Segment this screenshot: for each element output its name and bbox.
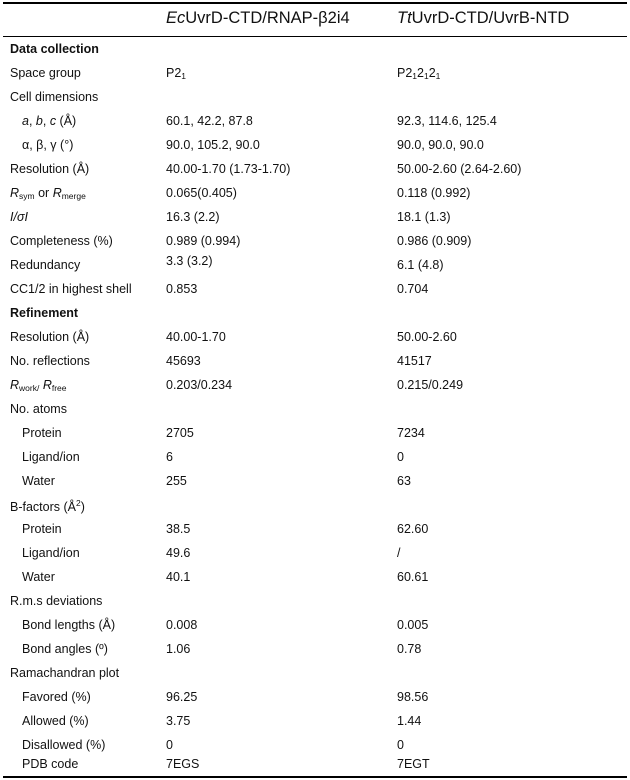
row-rms [0,590,630,614]
row-ramachandran [0,662,630,686]
row-label: Protein [22,522,62,536]
header-tt-prefix: Tt [397,9,412,27]
row-rwork-rfree [0,374,630,398]
row-cell-dimensions [0,86,630,110]
header-tt-rest: UvrD-CTD/UvrB-NTD [411,9,570,27]
cell-tt: 18.1 (1.3) [397,210,451,224]
cell-tt: / [397,546,401,560]
cell-tt: 50.00-2.60 [397,330,457,344]
section-label: Refinement [10,306,79,320]
section-label: Data collection [10,42,99,56]
cell-ec: 0.853 [166,282,198,296]
top-rule [3,2,627,4]
cell-tt: 6.1 (4.8) [397,258,444,272]
row-label: Completeness (%) [10,234,113,248]
row-label: $R_{work/}$ $R_{free}$ [10,378,67,393]
row-label: Water [22,474,55,488]
row-label: Cell dimensions [10,90,99,104]
cell-ec: 0.008 [166,618,198,632]
row-pdb [0,753,630,777]
row-label: α, β, γ (°) [22,138,74,152]
row-label: Water [22,570,55,584]
cell-ec: 96.25 [166,690,198,704]
header-ec [166,9,350,28]
header-ec-rest: UvrD-CTD/RNAP-β2i4 [185,9,350,27]
row-abc [0,110,630,134]
cell-tt: 60.61 [397,570,429,584]
row-rsym [0,182,630,206]
cell-tt: 90.0, 90.0, 90.0 [397,138,484,152]
cell-tt: 7234 [397,426,425,440]
row-label: Favored (%) [22,690,91,704]
cell-tt: 0.005 [397,618,429,632]
cell-ec: $P2_1$ [166,66,187,81]
row-label: Ligand/ion [22,546,80,560]
cell-tt: 0 [397,450,404,464]
row-label: Disallowed (%) [22,738,106,752]
cell-tt: 63 [397,474,411,488]
cell-ec: 60.1, 42.2, 87.8 [166,114,253,128]
row-label: Bond angles (º) [22,642,108,656]
cell-ec: 3.75 [166,714,191,728]
cell-ec: 49.6 [166,546,191,560]
cell-ec: 38.5 [166,522,191,536]
row-atoms [0,398,630,422]
cell-tt: 0.704 [397,282,429,296]
row-isigma [0,206,630,230]
row-completeness [0,230,630,254]
cell-tt: 41517 [397,354,432,368]
row-label: Resolution (Å) [10,330,90,344]
row-atoms-ligand [0,446,630,470]
cell-ec: 40.1 [166,570,191,584]
row-label: Ramachandran plot [10,666,120,680]
cell-ec: 6 [166,450,173,464]
cell-tt: 0 [397,738,404,752]
row-label: Ligand/ion [22,450,80,464]
row-label: Redundancy [10,258,81,272]
row-atoms-water [0,470,630,494]
row-label: B-factors $(Å^2)$ [10,498,85,514]
cell-tt: 50.00-2.60 (2.64-2.60) [397,162,522,176]
cell-tt: 92.3, 114.6, 125.4 [397,114,497,128]
row-label: Allowed (%) [22,714,89,728]
row-label: Protein [22,426,62,440]
row-bfactors [0,494,630,518]
cell-tt: 0.986 (0.909) [397,234,472,248]
cell-ec: 40.00-1.70 (1.73-1.70) [166,162,291,176]
row-label: Space group [10,66,81,80]
section-refinement [0,302,630,326]
row-atoms-protein [0,422,630,446]
row-resolution [0,158,630,182]
cell-ec: 255 [166,474,187,488]
header-ec-prefix: Ec [166,9,186,27]
row-label: CC1/2 in highest shell [10,282,132,296]
cell-ec: 3.3 (3.2) [166,254,213,268]
cell-ec: 90.0, 105.2, 90.0 [166,138,260,152]
cell-tt: 62.60 [397,522,429,536]
header-tt [397,9,569,28]
bottom-rule [3,776,627,778]
row-reflections [0,350,630,374]
row-label: a, b, c (Å) [22,114,77,128]
header-rule [3,36,627,37]
cell-tt: 7EGT [397,757,430,771]
row-angles [0,134,630,158]
row-label: No. atoms [10,402,67,416]
cell-tt: 0.215/0.249 [397,378,464,392]
cell-ec: 0.989 (0.994) [166,234,241,248]
row-label: PDB code [22,757,79,771]
row-bfactor-water [0,566,630,590]
cell-ec: 1.06 [166,642,191,656]
row-label: No. reflections [10,354,90,368]
row-bfactor-ligand [0,542,630,566]
row-bfactor-protein [0,518,630,542]
cell-ec: 0.065(0.405) [166,186,237,200]
cell-ec: 0.203/0.234 [166,378,233,392]
row-label: $R_{sym}$ or $R_{merge}$ [10,186,86,201]
cell-ec: 40.00-1.70 [166,330,226,344]
cell-ec: 16.3 (2.2) [166,210,220,224]
cell-tt: 0.78 [397,642,422,656]
row-space-group [0,62,630,86]
row-bond-lengths [0,614,630,638]
row-favored [0,686,630,710]
cell-ec: 2705 [166,426,194,440]
row-label: Bond lengths (Å) [22,618,116,632]
row-label: I/σI [10,210,28,224]
cell-tt: 98.56 [397,690,429,704]
cell-tt: 0.118 (0.992) [397,186,471,200]
cell-tt: 1.44 [397,714,422,728]
row-redundancy [0,254,630,278]
row-cc [0,278,630,302]
row-bond-angles [0,638,630,662]
cell-tt: $P2_12_12_1$ [397,66,441,81]
cell-ec: 45693 [166,354,201,368]
row-label: R.m.s deviations [10,594,103,608]
section-data-collection [0,38,630,62]
row-resolution-refinement [0,326,630,350]
cell-ec: 7EGS [166,757,200,771]
cell-ec: 0 [166,738,173,752]
row-allowed [0,710,630,734]
row-label: Resolution (Å) [10,162,90,176]
